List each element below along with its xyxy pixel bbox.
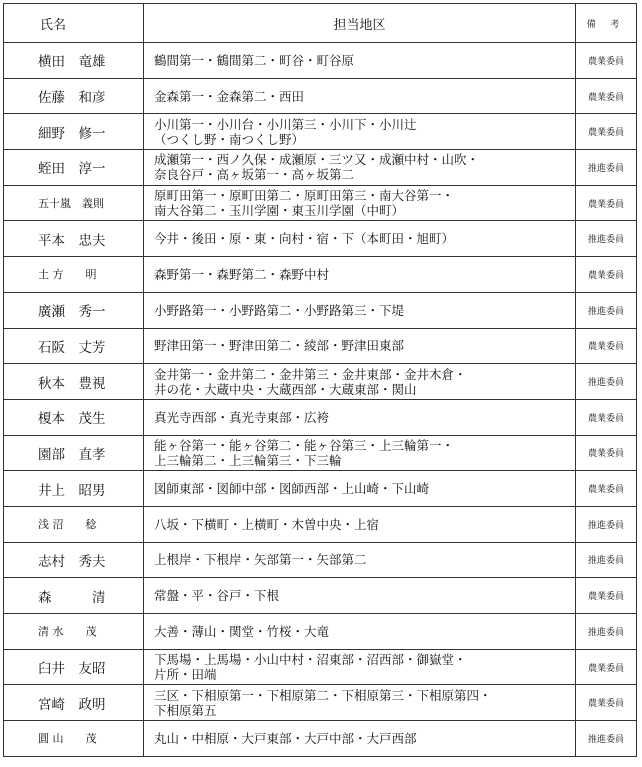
table-row: [4, 649, 637, 685]
table-row: [4, 221, 637, 257]
district-line: 南大谷第二・玉川学園・東玉川学園（中町）: [154, 203, 405, 219]
assigned-districts: [144, 578, 576, 614]
table-body: [4, 43, 637, 757]
table-row: [4, 435, 637, 471]
district-line: 成瀬第一・西ノ久保・成瀬原・三ツ又・成瀬中村・山吹・: [154, 152, 480, 168]
header-area: 担当地区: [144, 4, 576, 43]
district-line: 下馬場・上馬場・小山中村・沼東部・沼西部・御嶽堂・: [154, 652, 467, 668]
district-line: 片所・田端: [154, 667, 217, 683]
assigned-districts: [144, 150, 576, 186]
member-name: 清 水 茂: [4, 614, 144, 650]
member-role: 農業委員: [576, 685, 637, 721]
district-line: 大善・薄山・関堂・竹桜・大竜: [154, 623, 330, 639]
member-name: 蛭田 淳一: [4, 150, 144, 186]
member-name: 秋本 豊視: [4, 364, 144, 400]
member-role: 推進委員: [576, 221, 637, 257]
member-role: 推進委員: [576, 506, 637, 542]
member-name: 土 方 明: [4, 257, 144, 293]
district-line: 三区・下相原第一・下相原第二・下相原第三・下相原第四・: [154, 687, 492, 703]
header-name: 氏名: [4, 4, 144, 43]
header-row: [4, 4, 637, 43]
member-name: 園部 直孝: [4, 435, 144, 471]
district-line: （つくし野・南つくし野）: [154, 131, 305, 147]
member-role: 推進委員: [576, 542, 637, 578]
table-row: [4, 78, 637, 114]
table-row: [4, 578, 637, 614]
district-line: 上根岸・下根岸・矢部第一・矢部第二: [154, 552, 367, 568]
member-role: 農業委員: [576, 649, 637, 685]
member-role: 農業委員: [576, 435, 637, 471]
table-row: [4, 257, 637, 293]
table-row: [4, 364, 637, 400]
member-role: 農業委員: [576, 43, 637, 79]
assigned-districts: [144, 364, 576, 400]
district-line: 小川第一・小川台・小川第三・小川下・小川辻: [154, 116, 417, 132]
member-role: 農業委員: [576, 328, 637, 364]
district-line: 下相原第五: [154, 702, 217, 718]
assigned-districts: [144, 185, 576, 221]
assigned-districts: [144, 328, 576, 364]
assigned-districts: [144, 435, 576, 471]
assigned-districts: [144, 221, 576, 257]
district-line: 八坂・下横町・上横町・木曽中央・上宿: [154, 516, 380, 532]
assigned-districts: [144, 542, 576, 578]
member-role: 農業委員: [576, 578, 637, 614]
member-role: 農業委員: [576, 471, 637, 507]
member-name: 志村 秀夫: [4, 542, 144, 578]
assigned-districts: [144, 614, 576, 650]
table-row: [4, 185, 637, 221]
table-row: [4, 114, 637, 150]
assigned-districts: [144, 43, 576, 79]
assignment-table: [3, 3, 637, 757]
district-line: 真光寺西部・真光寺東部・広袴: [154, 409, 330, 425]
table-row: [4, 292, 637, 328]
assigned-districts: [144, 685, 576, 721]
assigned-districts: [144, 399, 576, 435]
table-row: [4, 614, 637, 650]
member-role: 農業委員: [576, 257, 637, 293]
member-name: 五十嵐 義則: [4, 185, 144, 221]
assigned-districts: [144, 506, 576, 542]
member-name: 細野 修一: [4, 114, 144, 150]
table-row: [4, 43, 637, 79]
member-name: 浅 沼 稔: [4, 506, 144, 542]
member-role: 農業委員: [576, 399, 637, 435]
table-row: [4, 685, 637, 721]
table-row: [4, 328, 637, 364]
member-name: 圓 山 茂: [4, 721, 144, 757]
district-line: 金井第一・金井第二・金井第三・金井東部・金井木倉・: [154, 366, 467, 382]
table-row: [4, 150, 637, 186]
assigned-districts: [144, 721, 576, 757]
member-role: 推進委員: [576, 292, 637, 328]
assigned-districts: [144, 471, 576, 507]
assigned-districts: [144, 649, 576, 685]
assigned-districts: [144, 78, 576, 114]
table-row: [4, 399, 637, 435]
assigned-districts: [144, 114, 576, 150]
district-line: 小野路第一・小野路第二・小野路第三・下堤: [154, 302, 405, 318]
member-name: 石阪 丈芳: [4, 328, 144, 364]
table-row: [4, 542, 637, 578]
district-line: 丸山・中相原・大戸東部・大戸中部・大戸西部: [154, 730, 417, 746]
member-name: 宮崎 政明: [4, 685, 144, 721]
member-role: 推進委員: [576, 150, 637, 186]
committee-assignment-sheet: [3, 3, 636, 757]
member-name: 廣瀬 秀一: [4, 292, 144, 328]
assigned-districts: [144, 257, 576, 293]
district-line: 井の花・大蔵中央・大蔵西部・大蔵東部・関山: [154, 381, 417, 397]
district-line: 図師東部・図師中部・図師西部・上山崎・下山崎: [154, 481, 430, 497]
district-line: 奈良谷戸・高ヶ坂第一・高ヶ坂第二: [154, 167, 355, 183]
member-role: 推進委員: [576, 721, 637, 757]
member-name: 臼井 友昭: [4, 649, 144, 685]
district-line: 能ヶ谷第一・能ヶ谷第二・能ヶ谷第三・上三輪第一・: [154, 437, 455, 453]
member-role: 農業委員: [576, 185, 637, 221]
member-name: 横田 竜雄: [4, 43, 144, 79]
member-name: 井上 昭男: [4, 471, 144, 507]
member-name: 佐藤 和彦: [4, 78, 144, 114]
district-line: 金森第一・金森第二・西田: [154, 88, 305, 104]
district-line: 上三輪第二・上三輪第三・下三輪: [154, 452, 342, 468]
member-role: 農業委員: [576, 78, 637, 114]
table-row: [4, 721, 637, 757]
district-line: 森野第一・森野第二・森野中村: [154, 266, 330, 282]
member-name: 榎本 茂生: [4, 399, 144, 435]
table-row: [4, 506, 637, 542]
assigned-districts: [144, 292, 576, 328]
table-row: [4, 471, 637, 507]
member-role: 推進委員: [576, 614, 637, 650]
member-role: 推進委員: [576, 364, 637, 400]
district-line: 野津田第一・野津田第二・綾部・野津田東部: [154, 338, 405, 354]
district-line: 常盤・平・谷戸・下根: [154, 588, 280, 604]
district-line: 原町田第一・原町田第二・原町田第三・南大谷第一・: [154, 188, 455, 204]
district-line: 鶴間第一・鶴間第二・町谷・町谷原: [154, 52, 355, 68]
header-note: 備 考: [576, 4, 637, 43]
district-line: 今井・後田・原・東・向村・宿・下（本町田・旭町）: [154, 231, 455, 247]
table-header: [4, 4, 637, 43]
member-name: 平本 忠夫: [4, 221, 144, 257]
member-name: 森 清: [4, 578, 144, 614]
member-role: 農業委員: [576, 114, 637, 150]
